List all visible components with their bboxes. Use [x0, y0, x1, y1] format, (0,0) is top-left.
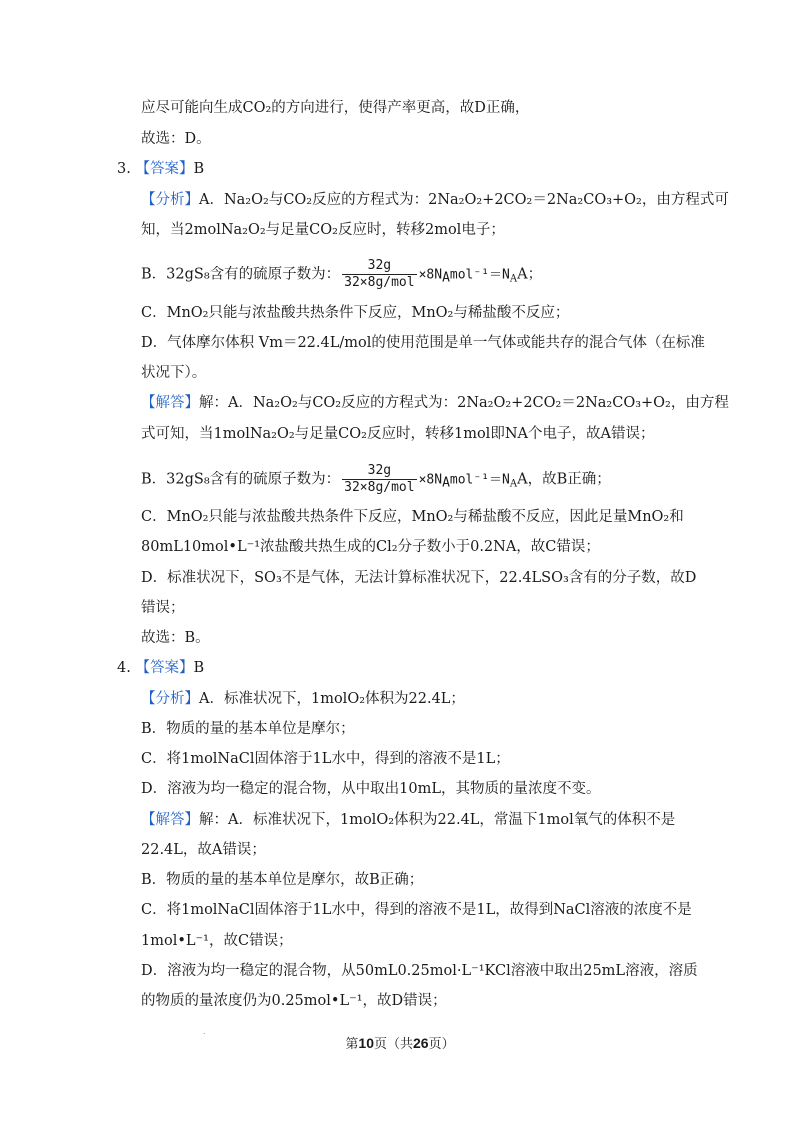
text-line: C．将1molNaCl固体溶于1L水中，得到的溶液不是1L，故得到NaCl溶液的浓度不是 — [141, 902, 692, 918]
analysis-tag: 【分析】 — [141, 691, 199, 707]
fraction — [342, 463, 416, 496]
text-line: 式可知，当1molNa₂O₂与足量CO₂反应时，转移1mol即NA个电子，故A错误； — [141, 426, 655, 442]
page-footer — [0, 1033, 800, 1055]
analysis-line — [141, 689, 465, 709]
text-line: C．MnO₂只能与浓盐酸共热条件下反应，MnO₂与稀盐酸不反应； — [141, 305, 570, 321]
fraction-denominator: 32×8g/mol — [344, 275, 415, 290]
analysis-tag: 【分析】 — [141, 192, 199, 208]
question-4-header — [117, 658, 204, 678]
text-line: A．Na₂O₂与CO₂反应的方程式为：2Na₂O₂+2CO₂＝2Na₂CO₃+O₂，由方程式可 — [199, 192, 729, 208]
footer-text: 页） — [428, 1037, 455, 1052]
fraction-denominator: 32×8g/mol — [344, 480, 415, 495]
answer-value: B — [193, 660, 205, 676]
subscript: A — [509, 273, 518, 285]
solution-line — [141, 810, 675, 830]
text-segment: A； — [517, 266, 543, 283]
text-segment: A，故B正确； — [517, 471, 611, 488]
answer-tag: 【答案】 — [135, 161, 194, 177]
text-line: B．物质的量的基本单位是摩尔； — [141, 721, 355, 737]
text-line: 状况下）。 — [141, 365, 207, 381]
text-line: 错误； — [141, 600, 185, 616]
decorative-dot: . — [203, 1027, 206, 1036]
subscript: A — [442, 270, 450, 286]
footer-text: 页（共 — [373, 1037, 413, 1052]
text-line: C．MnO₂只能与浓盐酸共热条件下反应，MnO₂与稀盐酸不反应，因此足量MnO₂和 — [141, 509, 684, 525]
text-line: D．标准状况下，SO₃不是气体，无法计算标准状况下，22.4LSO₃含有的分子数，故D — [141, 570, 697, 586]
text-line: A．标准状况下，1molO₂体积为22.4L； — [199, 691, 465, 707]
text-line: 解：A．标准状况下，1molO₂体积为22.4L，常温下1mol氧气的体积不是 — [199, 812, 676, 828]
text-line: 80mL10mol•L⁻¹浓盐酸共热生成的Cl₂分子数小于0.2NA，故C错误； — [141, 539, 600, 555]
text-line: D．溶液为均一稳定的混合物，从50mL0.25mol·L⁻¹KCl溶液中取出25mL溶液，溶质 — [141, 963, 698, 979]
text-line: 知，当2molNa₂O₂与足量CO₂反应时，转移2mol电子； — [141, 222, 505, 238]
current-page-number: 10 — [358, 1035, 374, 1051]
text-segment: mol⁻¹＝N — [449, 267, 510, 283]
solution-line — [141, 393, 729, 413]
question-number: 3. — [117, 161, 131, 177]
text-line: C．将1molNaCl固体溶于1L水中，得到的溶液不是1L； — [141, 751, 510, 767]
text-line: 22.4L，故A错误； — [141, 842, 266, 858]
formula-line — [141, 463, 611, 496]
total-pages: 26 — [413, 1035, 429, 1051]
text-segment: ×8N — [418, 267, 443, 283]
fraction — [342, 258, 416, 291]
text-line: D．气体摩尔体积 Vm＝22.4L/mol的使用范围是单一气体或能共存的混合气体（在标准 — [141, 335, 705, 351]
question-3-header — [117, 159, 204, 179]
text-segment: B．32gS₈含有的硫原子数为： — [141, 471, 341, 488]
text-line: 应尽可能向生成CO₂的方向进行，使得产率更高，故D正确， — [141, 100, 530, 116]
text-line: 故选：B。 — [141, 630, 210, 646]
fraction-numerator: 32g — [367, 258, 392, 273]
solution-tag: 【解答】 — [141, 395, 199, 411]
subscript: A — [509, 478, 518, 490]
text-line: B．物质的量的基本单位是摩尔，故B正确； — [141, 872, 424, 888]
text-line: 故选：D。 — [141, 131, 211, 147]
text-line: 的物质的量浓度仍为0.25mol•L⁻¹，故D错误； — [141, 993, 447, 1009]
question-number: 4. — [117, 660, 131, 676]
subscript: A — [442, 475, 450, 491]
text-segment: ×8N — [418, 472, 443, 488]
solution-tag: 【解答】 — [141, 812, 199, 828]
text-line: D．溶液为均一稳定的混合物，从中取出10mL，其物质的量浓度不变。 — [141, 781, 601, 797]
text-segment: B．32gS₈含有的硫原子数为： — [141, 266, 341, 283]
answer-tag: 【答案】 — [135, 660, 194, 676]
text-segment: mol⁻¹＝N — [449, 472, 510, 488]
text-line: 1mol•L⁻¹，故C错误； — [141, 933, 293, 949]
footer-text: 第 — [345, 1037, 359, 1052]
analysis-line — [141, 190, 729, 210]
answer-value: B — [193, 161, 205, 177]
fraction-numerator: 32g — [367, 463, 392, 478]
formula-line — [141, 258, 542, 291]
text-line: 解：A．Na₂O₂与CO₂反应的方程式为：2Na₂O₂+2CO₂＝2Na₂CO₃+O₂，由方程 — [199, 395, 729, 411]
